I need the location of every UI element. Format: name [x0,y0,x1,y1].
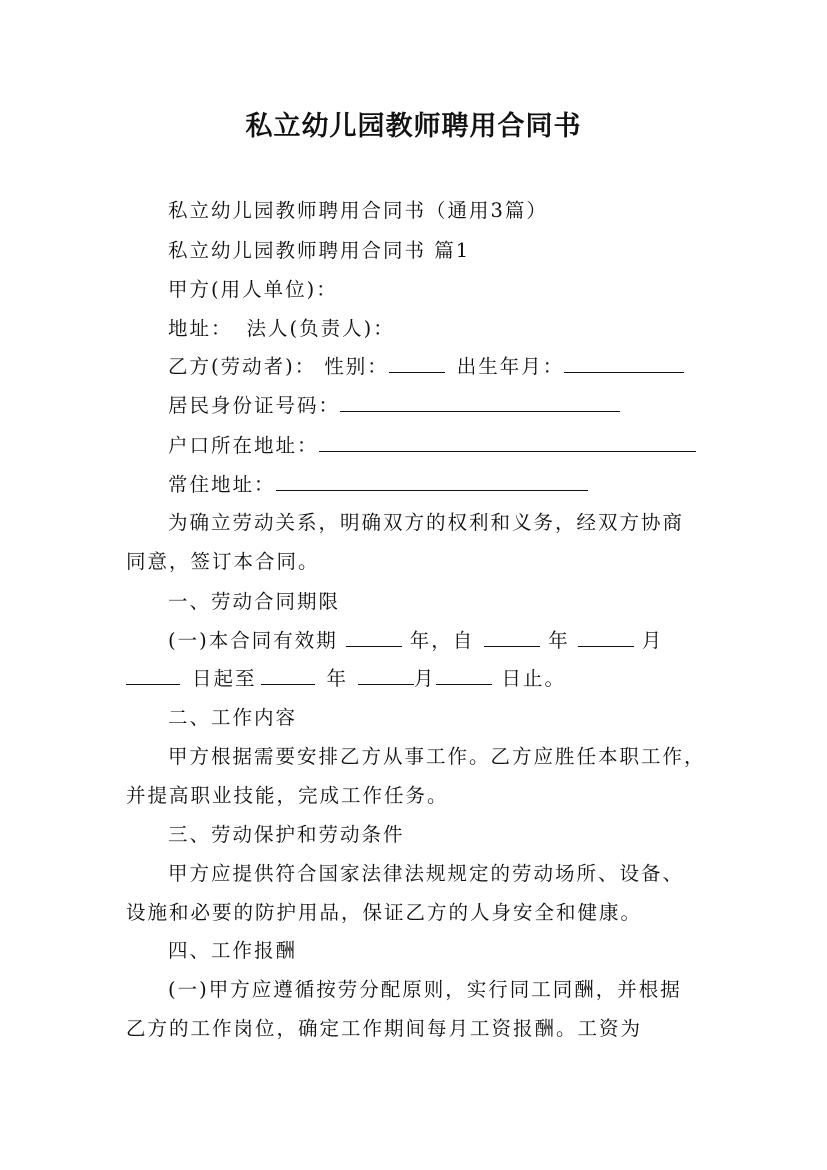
clause-heading: 一、劳动合同期限 [168,590,341,613]
paragraph-line: 甲方根据需要安排乙方从事工作。乙方应胜任本职工作， [168,745,706,768]
party-a-line: 甲方(用人单位)： [168,278,338,301]
household-address-label: 户口所在地址： [168,434,319,457]
start-day-blank[interactable] [126,666,180,685]
paragraph-line: 同意，签订本合同。 [126,550,320,573]
end-month-blank[interactable] [358,666,414,685]
term-text: 年 [326,667,349,690]
term-text: (一)本合同有效期 [168,629,338,652]
document-title: 私立幼儿园教师聘用合同书 [245,111,582,142]
party-b-line [168,354,758,380]
term-text: 日止。 [501,667,567,690]
gender-blank[interactable] [389,354,445,373]
paragraph-line: (一)甲方应遵循按劳分配原则，实行同工同酬，并根据 [168,978,682,1001]
years-blank[interactable] [346,628,402,647]
end-day-blank[interactable] [436,666,492,685]
paragraph-line: 并提高职业技能，完成工作任务。 [126,784,449,807]
start-year-blank[interactable] [484,628,540,647]
gender-label: 性别： [324,355,389,378]
clause-heading: 三、劳动保护和劳动条件 [168,823,405,846]
paragraph-line: 为确立劳动关系，明确双方的权利和义务，经双方协商 [168,511,685,534]
start-month-blank[interactable] [578,628,634,647]
term-line [126,666,716,692]
id-number-label: 居民身份证号码： [168,394,341,417]
residence-line [168,472,758,498]
legal-rep-label: 法人(负责人)： [246,317,395,340]
paragraph-line: 设施和必要的防护用品，保证乙方的人身安全和健康。 [126,901,643,924]
id-number-blank[interactable] [340,393,620,412]
household-address-blank[interactable] [319,433,696,452]
party-b-label: 乙方(劳动者)： [168,355,317,378]
paragraph-line: 甲方应提供符合国家法律法规规定的劳动场所、设备、 [168,862,685,885]
clause-heading: 四、工作报酬 [168,939,298,962]
section-heading: 私立幼儿园教师聘用合同书 篇1 [168,239,471,262]
residence-blank[interactable] [276,472,588,491]
term-text: 年 [548,629,570,652]
address-line [168,316,758,342]
birth-blank[interactable] [564,354,684,373]
address-label: 地址： [168,317,233,340]
term-text: 日起至 [192,667,257,690]
clause-heading: 二、工作内容 [168,706,298,729]
paragraph-line: 乙方的工作岗位，确定工作期间每月工资报酬。工资为 [126,1017,643,1040]
term-line [168,628,758,654]
term-text: 月 [641,629,664,652]
term-text: 年，自 [409,629,475,652]
id-number-line [168,393,758,419]
end-year-blank[interactable] [261,666,315,685]
subtitle-line: 私立幼儿园教师聘用合同书（通用3篇） [168,199,548,222]
household-address-line [168,433,758,459]
term-text: 月 [414,667,436,690]
birth-label: 出生年月： [456,355,565,378]
residence-label: 常住地址： [168,473,276,496]
